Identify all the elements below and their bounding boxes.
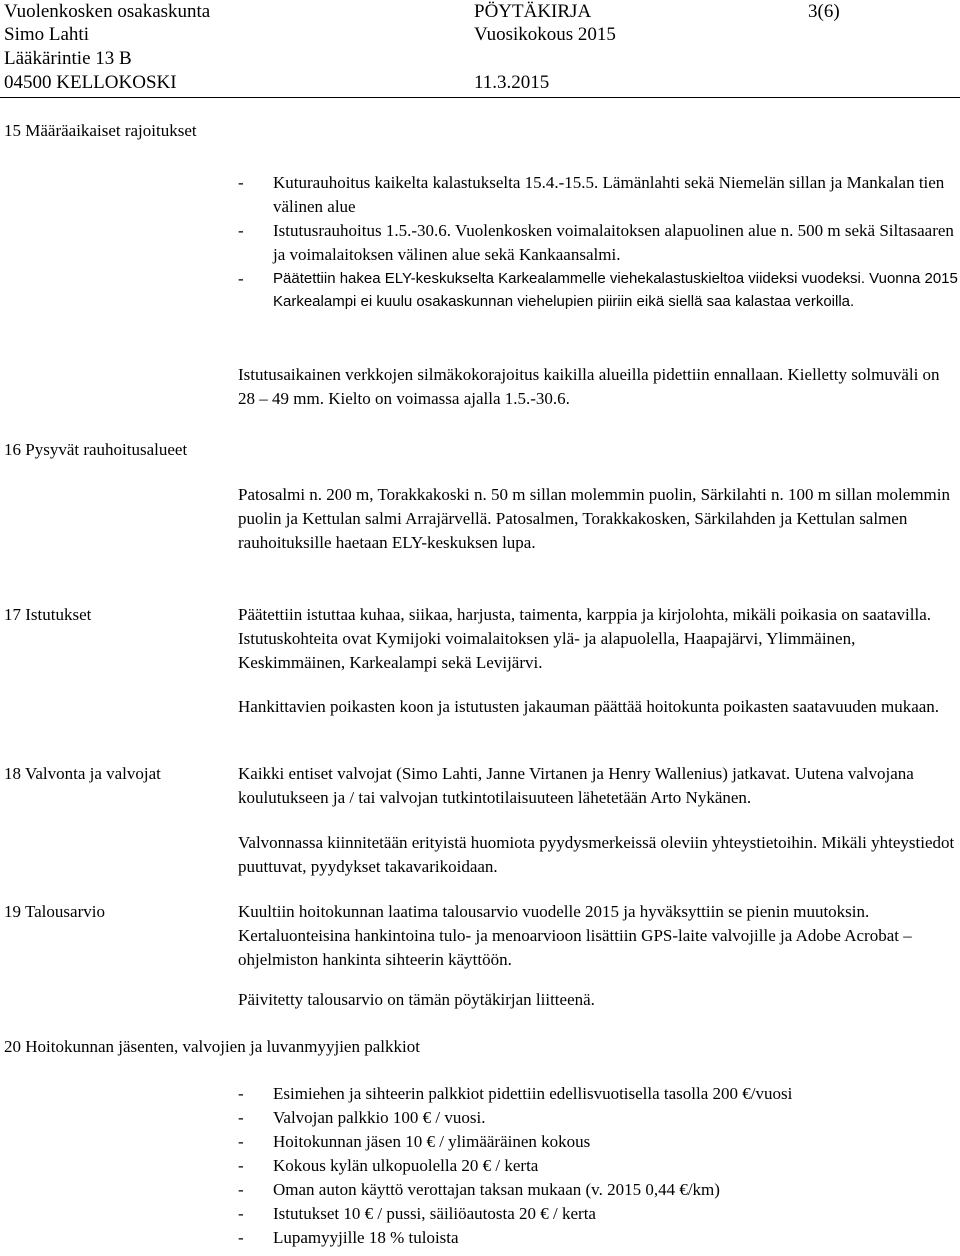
- list-item: - Esimiehen ja sihteerin palkkiot pidettiin edellisvuotisella tasolla 200 €/vuosi: [238, 1082, 960, 1106]
- contact-name: Simo Lahti: [4, 24, 89, 45]
- section-19-paragraph-2: Päivitetty talousarvio on tämän pöytäkirjan liitteenä.: [238, 990, 595, 1009]
- list-item: - Istutusrauhoitus 1.5.-30.6. Vuolenkosken voimalaitoksen alapuolinen alue n. 500 m sekä Siltasaaren ja voimalaitoksen välinen alue sekä Kankaansalmi.: [238, 219, 960, 267]
- section-20-title: 20 Hoitokunnan jäsenten, valvojien ja luvanmyyjien palkkiot: [4, 1037, 420, 1056]
- section-20-list: [238, 1082, 960, 1250]
- list-item: - Hoitokunnan jäsen 10 € / ylimääräinen kokous: [238, 1130, 960, 1154]
- section-15-title: 15 Määräaikaiset rajoitukset: [4, 121, 197, 140]
- section-17-paragraph-1: Päätettiin istuttaa kuhaa, siikaa, harjusta, taimenta, karppia ja kirjolohta, mikäli poikasia on saatavilla. Istutuskohteita ovat Kymijoki voimalaitoksen ylä- ja alapuolella, Haapajärvi, Ylimmäinen, Keskimmäinen, Karkealampi sekä Levijärvi.: [238, 605, 932, 672]
- section-16-paragraph: Patosalmi n. 200 m, Torakkakoski n. 50 m sillan molemmin puolin, Särkilahti n. 100 m sillan molemmin puolin ja Kettulan salmi Arrajärvellä. Patosalmen, Torakkakosken, Särkilahden ja Kettulan salmen rauhoituksille haetaan ELY-keskuksen lupa.: [238, 485, 950, 552]
- section-18-paragraph-1: Kaikki entiset valvojat (Simo Lahti, Janne Virtanen ja Henry Wallenius) jatkavat. Uutena valvojana koulutukseen ja / tai valvojan tutkintotilaisuuteen lähetetään Arto Nykänen.: [238, 764, 914, 807]
- page-number: 3(6): [808, 1, 840, 22]
- section-17-title: 17 Istutukset: [4, 605, 92, 624]
- section-19-title: 19 Talousarvio: [4, 902, 105, 921]
- org-name: Vuolenkosken osakaskunta: [4, 1, 211, 22]
- list-item: - Lupamyyjille 18 % tuloista: [238, 1226, 960, 1250]
- meeting-date: 11.3.2015: [474, 72, 550, 93]
- list-item: - Päätettiin hakea ELY-keskukselta Karkealammelle viehekalastuskieltoa viideksi vuodeksi. Vuonna 2015 Karkealampi ei kuulu osakaskunnan viehelupien piiriin eikä siellä saa kalastaa verkoilla.: [238, 267, 960, 313]
- postal-address: 04500 KELLOKOSKI: [4, 72, 177, 93]
- section-15-paragraph: Istutusaikainen verkkojen silmäkokorajoitus kaikilla alueilla pidettiin ennallaan. Kielletty solmuväli on 28 – 49 mm. Kielto on voimassa ajalla 1.5.-30.6.: [238, 365, 940, 408]
- section-19-paragraph-1: Kuultiin hoitokunnan laatima talousarvio vuodelle 2015 ja hyväksyttiin se pienin muutoksin. Kertaluonteisina hankintoina tulo- ja menoarvioon lisättiin GPS-laite valvojille ja Adobe Acrobat –ohjelmiston hankinta sihteerin käyttöön.: [238, 902, 912, 969]
- section-15-list: [238, 171, 960, 313]
- section-18-paragraph-2: Valvonnassa kiinnitetään erityistä huomiota pyydysmerkeissä oleviin yhteystietoihin. Mikäli yhteystiedot puuttuvat, pyydykset takavarikoidaan.: [238, 833, 955, 876]
- meeting-name: Vuosikokous 2015: [474, 24, 616, 45]
- street-address: Lääkärintie 13 B: [4, 48, 132, 69]
- section-18-title: 18 Valvonta ja valvojat: [4, 764, 161, 783]
- list-item: - Valvojan palkkio 100 € / vuosi.: [238, 1106, 960, 1130]
- header-divider: [0, 97, 960, 98]
- list-item: - Kuturauhoitus kaikelta kalastukselta 15.4.-15.5. Lämänlahti sekä Niemelän sillan ja Mankalan tien välinen alue: [238, 171, 960, 219]
- list-item: - Oman auton käyttö verottajan taksan mukaan (v. 2015 0,44 €/km): [238, 1178, 960, 1202]
- section-16-title: 16 Pysyvät rauhoitusalueet: [4, 440, 188, 459]
- list-item: - Kokous kylän ulkopuolella 20 € / kerta: [238, 1154, 960, 1178]
- document-type: PÖYTÄKIRJA: [474, 1, 592, 22]
- section-17-paragraph-2: Hankittavien poikasten koon ja istutusten jakauman päättää hoitokunta poikasten saatavuuden mukaan.: [238, 697, 940, 716]
- list-item: - Istutukset 10 € / pussi, säiliöautosta 20 € / kerta: [238, 1202, 960, 1226]
